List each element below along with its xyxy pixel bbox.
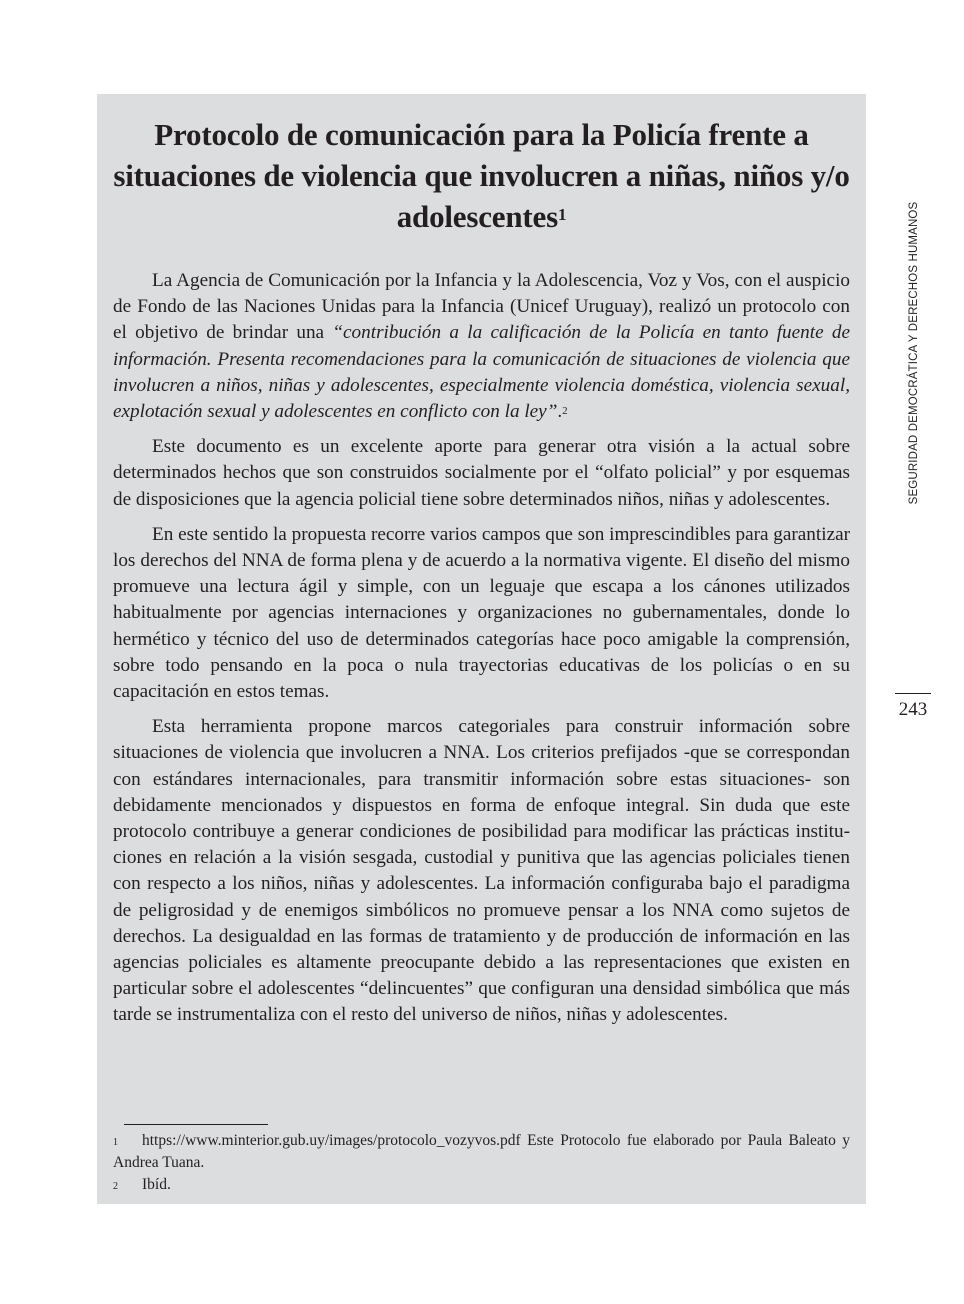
paragraph-1 [113,268,850,425]
page-number: 243 [898,699,928,720]
footnote-1-number: 1 [113,1137,118,1148]
running-head-text: SEGURIDAD DEMOCRÁTICA Y DERECHOS HUMANOS [908,201,920,505]
paragraph-1-end: . [557,401,563,423]
page-number-rule [895,693,931,694]
footnote-2-number: 2 [113,1181,118,1192]
footnote-1 [113,1130,850,1174]
paragraph-1-quote: “contribución a la calificación de la Policía en tanto fuente de información. Presenta recomendaciones para la comunicación de situaciones de violencia que involucren a niños, niñas y adolescentes, especialmente violencia doméstica, violencia sexual, explotación sexual y adolescentes en conflicto con la ley” [113,322,850,423]
footnote-divider [124,1124,268,1125]
title-footnote-ref: 1 [557,205,567,224]
paragraph-4: Esta herramienta propone marcos categoriales para construir información sobre situaciones de violencia que involucren a NNA. Los criterios prefijados -que se correspondan con estándares internacionales, para transmitir información sobre estas situaciones- son debidamente mencionados y dispuestos en forma de enfoque integral. Sin duda que este protocolo contribuye a generar condiciones de posibilidad para modificar las prácticas instituciones en relación a la visión sesgada, custodial y punitiva que las agencias policiales tienen con respecto a los niños, niñas y adolescentes. La información configuraba bajo el paradigma de peligrosidad y de enemigos simbólicos no promueve pensar a los NNA como sujetos de derechos. La desigualdad en las formas de tratamiento y de producción de información en las agencias policiales es altamente preocupante debido a las representaciones que existen en particular sobre el adolescentes “delincuentes” que configuran una densidad simbólica que más tarde se instrumentaliza con el resto del universo de niños, niñas y adolescentes. [113,716,850,1026]
footnotes [113,1130,850,1196]
paragraph-2: Este documento es un excelente aporte para generar otra visión a la actual sobre determinados hechos que son construidos socialmente por el “olfato policial” y por esquemas de disposiciones que la agencia policial tiene sobre determinados niños, niñas y adolescentes. [113,436,850,510]
footnote-1-text: https://www.minterior.gub.uy/images/protocolo_vozyvos.pdf Este Protocolo fue elaborado por Paula Baleato y Andrea Tuana. [113,1132,850,1171]
footnote-2 [113,1174,850,1196]
paragraph-3: En este sentido la propuesta recorre varios campos que son imprescindibles para garantizar los derechos del NNA de forma plena y de acuerdo a la normativa vigente. El diseño del mismo promueve una lectura ágil y simple, con un leguaje que escapa a los cánones utilizados habitualmente por agencias internaciones y organizaciones no gubernamentales, donde lo hermético y técnico del uso de determinados categorías hace poco amigable la comprensión, sobre todo pensando en la poca o nula trayectorias educativas de los policías o en su capacitación en estos temas. [113,523,850,703]
paragraph-1-text: La Agencia de Comunicación por la Infancia y la Adolescencia, Voz y Vos, con el auspicio de Fondo de las Naciones Unidas para la Infancia (Unicef Uruguay), realizó un protocolo con el objetivo de brindar una [113,270,850,344]
running-head [903,195,925,511]
footnote-2-text: Ibíd. [142,1176,171,1193]
footnote-ref-2: 2 [562,405,568,418]
title-text: Protocolo de comunicación para la Policía frente a situaciones de violencia que involucren a niñas, niños y/o adolescentes [113,117,850,234]
body-text [113,268,850,1029]
page-title [113,114,850,237]
content-box [97,94,866,1204]
